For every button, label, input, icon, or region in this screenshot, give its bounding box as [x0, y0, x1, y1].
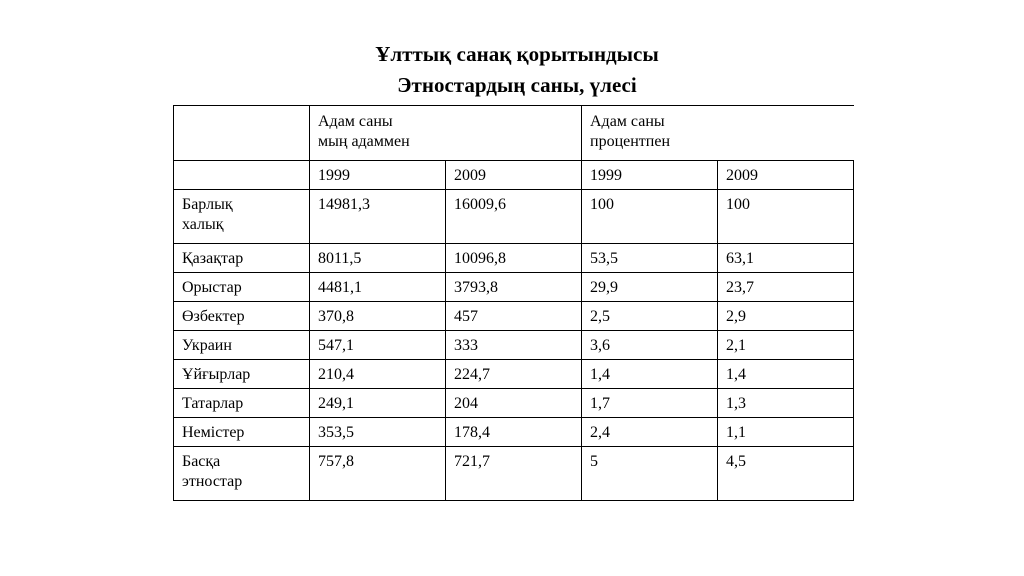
table-row — [174, 190, 854, 244]
value-cell: 721,7 — [446, 447, 582, 501]
table-row — [174, 331, 854, 360]
value-cell: 1,4 — [582, 360, 718, 389]
value-cell: 23,7 — [718, 273, 854, 302]
value-cell: 204 — [446, 389, 582, 418]
title-line-2: Этностардың саны, үлесі — [397, 73, 637, 97]
value-cell: 4,5 — [718, 447, 854, 501]
value-cell: 353,5 — [310, 418, 446, 447]
value-cell: 547,1 — [310, 331, 446, 360]
table-header-row — [174, 106, 854, 161]
value-cell: 100 — [582, 190, 718, 244]
year-cell: 2009 — [718, 161, 854, 190]
value-cell: 1,4 — [718, 360, 854, 389]
value-cell: 249,1 — [310, 389, 446, 418]
header-percent: Адам саны процентпен — [582, 106, 854, 161]
value-cell: 2,1 — [718, 331, 854, 360]
table-row — [174, 360, 854, 389]
value-cell: 16009,6 — [446, 190, 582, 244]
value-cell: 457 — [446, 302, 582, 331]
year-cell: 1999 — [582, 161, 718, 190]
value-cell: 5 — [582, 447, 718, 501]
years-empty-cell — [174, 161, 310, 190]
value-cell: 210,4 — [310, 360, 446, 389]
table-row — [174, 418, 854, 447]
table-row — [174, 244, 854, 273]
ethnicity-name-cell: Украин — [174, 331, 310, 360]
value-cell: 29,9 — [582, 273, 718, 302]
ethnic-population-table — [173, 105, 854, 501]
value-cell: 4481,1 — [310, 273, 446, 302]
value-cell: 53,5 — [582, 244, 718, 273]
ethnicity-name-cell: Орыстар — [174, 273, 310, 302]
header-corner-cell — [174, 106, 310, 161]
value-cell: 63,1 — [718, 244, 854, 273]
value-cell: 3793,8 — [446, 273, 582, 302]
ethnicity-name-cell: Барлық халық — [174, 190, 310, 244]
value-cell: 1,7 — [582, 389, 718, 418]
value-cell: 757,8 — [310, 447, 446, 501]
table-row — [174, 302, 854, 331]
value-cell: 333 — [446, 331, 582, 360]
ethnicity-name-cell: Басқа этностар — [174, 447, 310, 501]
table-row — [174, 273, 854, 302]
ethnicity-name-cell: Ұйғырлар — [174, 360, 310, 389]
value-cell: 370,8 — [310, 302, 446, 331]
value-cell: 8011,5 — [310, 244, 446, 273]
value-cell: 10096,8 — [446, 244, 582, 273]
title-line-1: Ұлттық санақ қорытындысы — [375, 42, 659, 66]
ethnicity-name-cell: Татарлар — [174, 389, 310, 418]
table-years-row — [174, 161, 854, 190]
value-cell: 1,1 — [718, 418, 854, 447]
value-cell: 2,5 — [582, 302, 718, 331]
ethnicity-name-cell: Қазақтар — [174, 244, 310, 273]
year-cell: 1999 — [310, 161, 446, 190]
ethnicity-name-cell: Немістер — [174, 418, 310, 447]
table-row — [174, 389, 854, 418]
value-cell: 1,3 — [718, 389, 854, 418]
value-cell: 224,7 — [446, 360, 582, 389]
value-cell: 3,6 — [582, 331, 718, 360]
value-cell: 2,9 — [718, 302, 854, 331]
header-count-thousands: Адам саны мың адаммен — [310, 106, 582, 161]
value-cell: 100 — [718, 190, 854, 244]
year-cell: 2009 — [446, 161, 582, 190]
ethnicity-name-cell: Өзбектер — [174, 302, 310, 331]
value-cell: 178,4 — [446, 418, 582, 447]
value-cell: 2,4 — [582, 418, 718, 447]
table-row — [174, 447, 854, 501]
value-cell: 14981,3 — [310, 190, 446, 244]
